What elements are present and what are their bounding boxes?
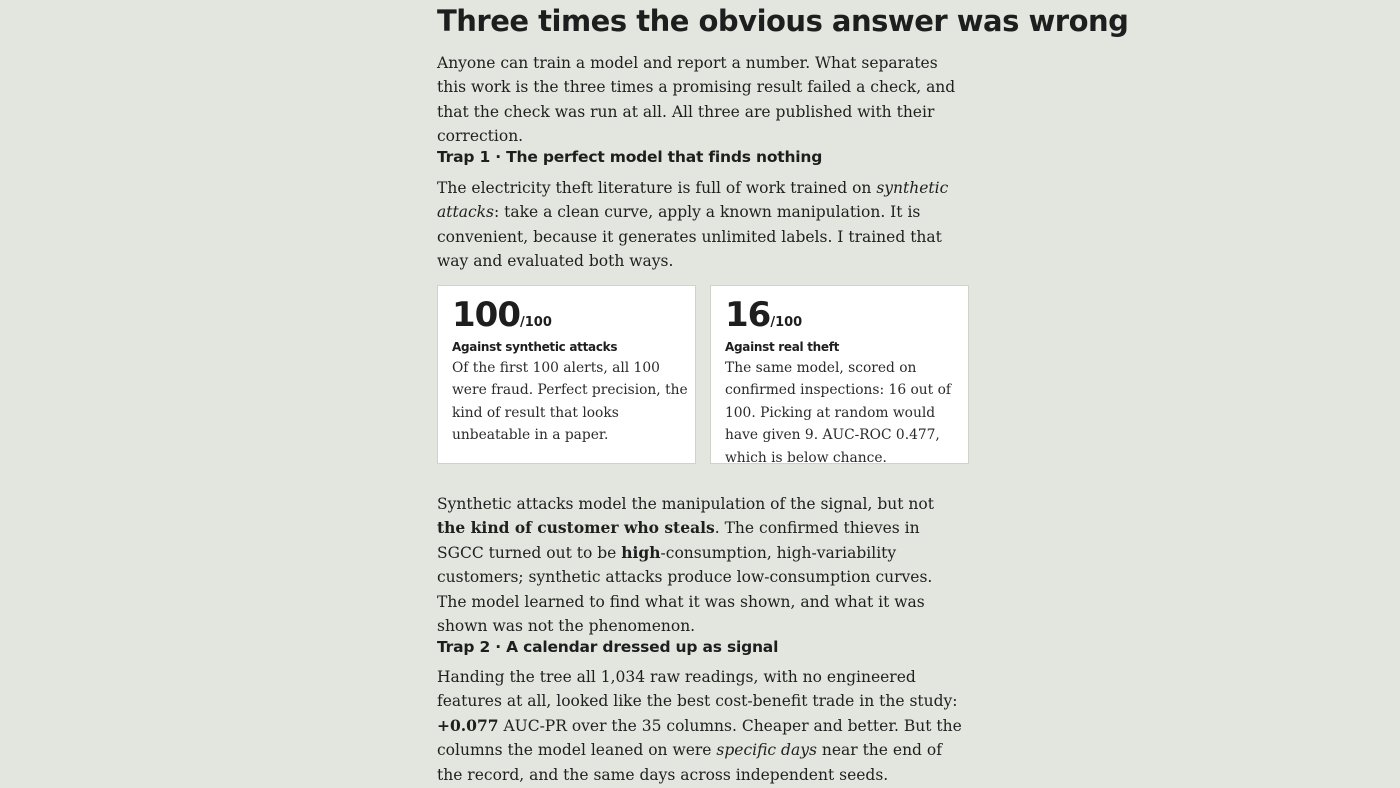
trap2-strong: +0.077 [437, 715, 499, 735]
stat-score-denominator: /100 [519, 315, 552, 330]
trap2-emphasis: specific days [716, 741, 817, 760]
para3-text-b: . The confirmed thieves in SGCC turned out to be [437, 519, 920, 562]
stat-caption: Against real theft [725, 340, 840, 354]
stat-score-value: 16 [725, 295, 771, 335]
stat-description: Of the first 100 alerts, all 100 were fraud. Perfect precision, the kind of result that looks unbeatable in a paper. [452, 360, 688, 444]
trap2-paragraph [437, 665, 963, 787]
trap2-heading: Trap 2 · A calendar dressed up as signal [437, 638, 779, 656]
para3-strong-2: high [621, 542, 661, 562]
intro-paragraph: Anyone can train a model and report a number. What separates this work is the three times a promising result failed a check, and that the check was run at all. All three are published with their correction. [437, 54, 956, 146]
synthetic-explanation-paragraph [437, 492, 963, 638]
stat-score-denominator: /100 [770, 315, 803, 330]
para3-text-c: -consumption, high-variability customers; synthetic attacks produce low-consumption curves. The model learned to find what it was shown, and what it was shown was not the phenomenon. [437, 543, 933, 636]
trap2-text-c: near the end of the record, and the same days across independent seeds. [437, 741, 942, 784]
stat-score [452, 295, 688, 340]
trap1-text-a: The electricity theft literature is full of work trained on [437, 179, 877, 197]
trap1-heading: Trap 1 · The perfect model that finds nothing [437, 148, 823, 166]
trap1-text-b: : take a clean curve, apply a known manipulation. It is convenient, because it generates unlimited labels. I trained that way and evaluated both ways. [437, 203, 942, 271]
trap2-text-a: Handing the tree all 1,034 raw readings, with no engineered features at all, looked like the best cost-benefit trade in the study: [437, 668, 958, 711]
stat-caption: Against synthetic attacks [452, 340, 618, 354]
para3-text-a: Synthetic attacks model the manipulation of the signal, but not [437, 495, 934, 513]
stat-card-synthetic [437, 285, 696, 464]
trap1-emphasis: synthetic attacks [437, 179, 949, 222]
stat-description: The same model, scored on confirmed inspections: 16 out of 100. Picking at random would have given 9. AUC-ROC 0.477, which is below chance. [725, 360, 952, 466]
section-heading: Three times the obvious answer was wrong [437, 4, 1129, 38]
para3-strong-1: the kind of customer who steals [437, 518, 715, 538]
trap2-text-b: AUC-PR over the 35 columns. Cheaper and better. But the columns the model leaned on were [437, 716, 962, 760]
stat-score [725, 295, 961, 340]
trap1-paragraph [437, 176, 963, 274]
stat-score-value: 100 [452, 295, 520, 335]
stat-card-real [710, 285, 969, 464]
